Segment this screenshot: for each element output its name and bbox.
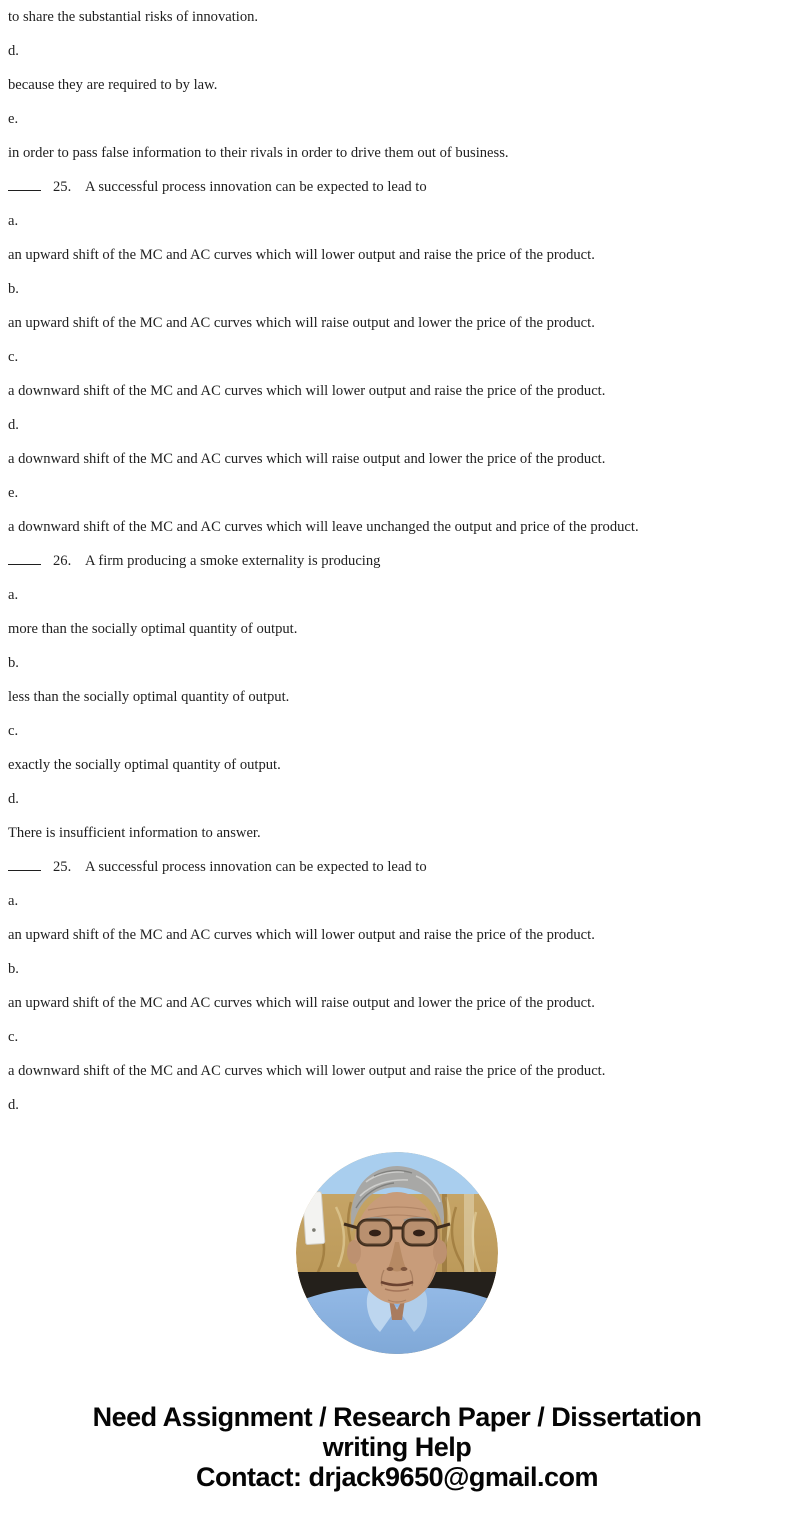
ad-footer xyxy=(0,1402,794,1492)
question-number: 25. xyxy=(53,179,72,195)
choice-letter: e. xyxy=(8,485,19,501)
choice-letter: a. xyxy=(8,213,19,229)
choice-letter: d. xyxy=(8,43,19,59)
choice-text: more than the socially optimal quantity of output. xyxy=(8,621,298,637)
question-number: 26. xyxy=(53,553,72,569)
choice-letter: c. xyxy=(8,723,19,739)
question-text: A successful process innovation can be expected to lead to xyxy=(85,179,427,195)
choice-letter: d. xyxy=(8,417,19,433)
question-line xyxy=(8,170,794,204)
choice-letter: b. xyxy=(8,961,19,977)
answer-blank xyxy=(8,868,41,871)
choice-text: because they are required to by law. xyxy=(8,77,218,93)
ad-heading-line1: Need Assignment / Research Paper / Dissertation xyxy=(92,1402,702,1432)
right-nostril xyxy=(401,1267,408,1271)
right-eye xyxy=(413,1230,425,1237)
portrait-illustration xyxy=(296,1152,498,1354)
choice-letter: a. xyxy=(8,587,19,603)
left-eye xyxy=(369,1230,381,1237)
choice-letter: a. xyxy=(8,893,19,909)
choice-text: a downward shift of the MC and AC curves which will lower output and raise the price of the product. xyxy=(8,1063,606,1079)
question-line xyxy=(8,544,794,578)
choice-text: to share the substantial risks of innovation. xyxy=(8,9,259,25)
question-number: 25. xyxy=(53,859,72,875)
ad-heading-line2: writing Help xyxy=(322,1432,472,1462)
left-nostril xyxy=(387,1267,394,1271)
choice-text: a downward shift of the MC and AC curves which will lower output and raise the price of the product. xyxy=(8,383,606,399)
choice-letter: b. xyxy=(8,281,19,297)
choice-text: an upward shift of the MC and AC curves which will raise output and lower the price of the product. xyxy=(8,995,595,1011)
choice-letter: d. xyxy=(8,791,19,807)
choice-text: in order to pass false information to their rivals in order to drive them out of business. xyxy=(8,145,509,161)
question-list xyxy=(8,0,794,1122)
answer-blank xyxy=(8,188,41,191)
choice-text: less than the socially optimal quantity of output. xyxy=(8,689,290,705)
choice-text: a downward shift of the MC and AC curves which will raise output and lower the price of the product. xyxy=(8,451,606,467)
right-ear xyxy=(433,1240,447,1264)
choice-text: an upward shift of the MC and AC curves which will lower output and raise the price of the product. xyxy=(8,247,595,263)
ad-contact-email: Contact: drjack9650@gmail.com xyxy=(196,1462,598,1492)
choice-text: an upward shift of the MC and AC curves which will lower output and raise the price of the product. xyxy=(8,927,595,943)
choice-text: an upward shift of the MC and AC curves which will raise output and lower the price of the product. xyxy=(8,315,595,331)
question-text: A firm producing a smoke externality is producing xyxy=(85,553,381,569)
choice-letter: c. xyxy=(8,349,19,365)
question-line xyxy=(8,850,794,884)
tutor-avatar-photo xyxy=(296,1152,498,1354)
choice-letter: c. xyxy=(8,1029,19,1045)
choice-text: There is insufficient information to answer. xyxy=(8,825,261,841)
left-ear xyxy=(347,1240,361,1264)
answer-blank xyxy=(8,562,41,565)
choice-letter: e. xyxy=(8,111,19,127)
light-switch-panel xyxy=(302,1191,325,1244)
choice-letter: b. xyxy=(8,655,19,671)
question-text: A successful process innovation can be expected to lead to xyxy=(85,859,427,875)
choice-text: exactly the socially optimal quantity of output. xyxy=(8,757,281,773)
choice-text: a downward shift of the MC and AC curves which will leave unchanged the output and price of the product. xyxy=(8,519,639,535)
choice-letter: d. xyxy=(8,1097,19,1113)
